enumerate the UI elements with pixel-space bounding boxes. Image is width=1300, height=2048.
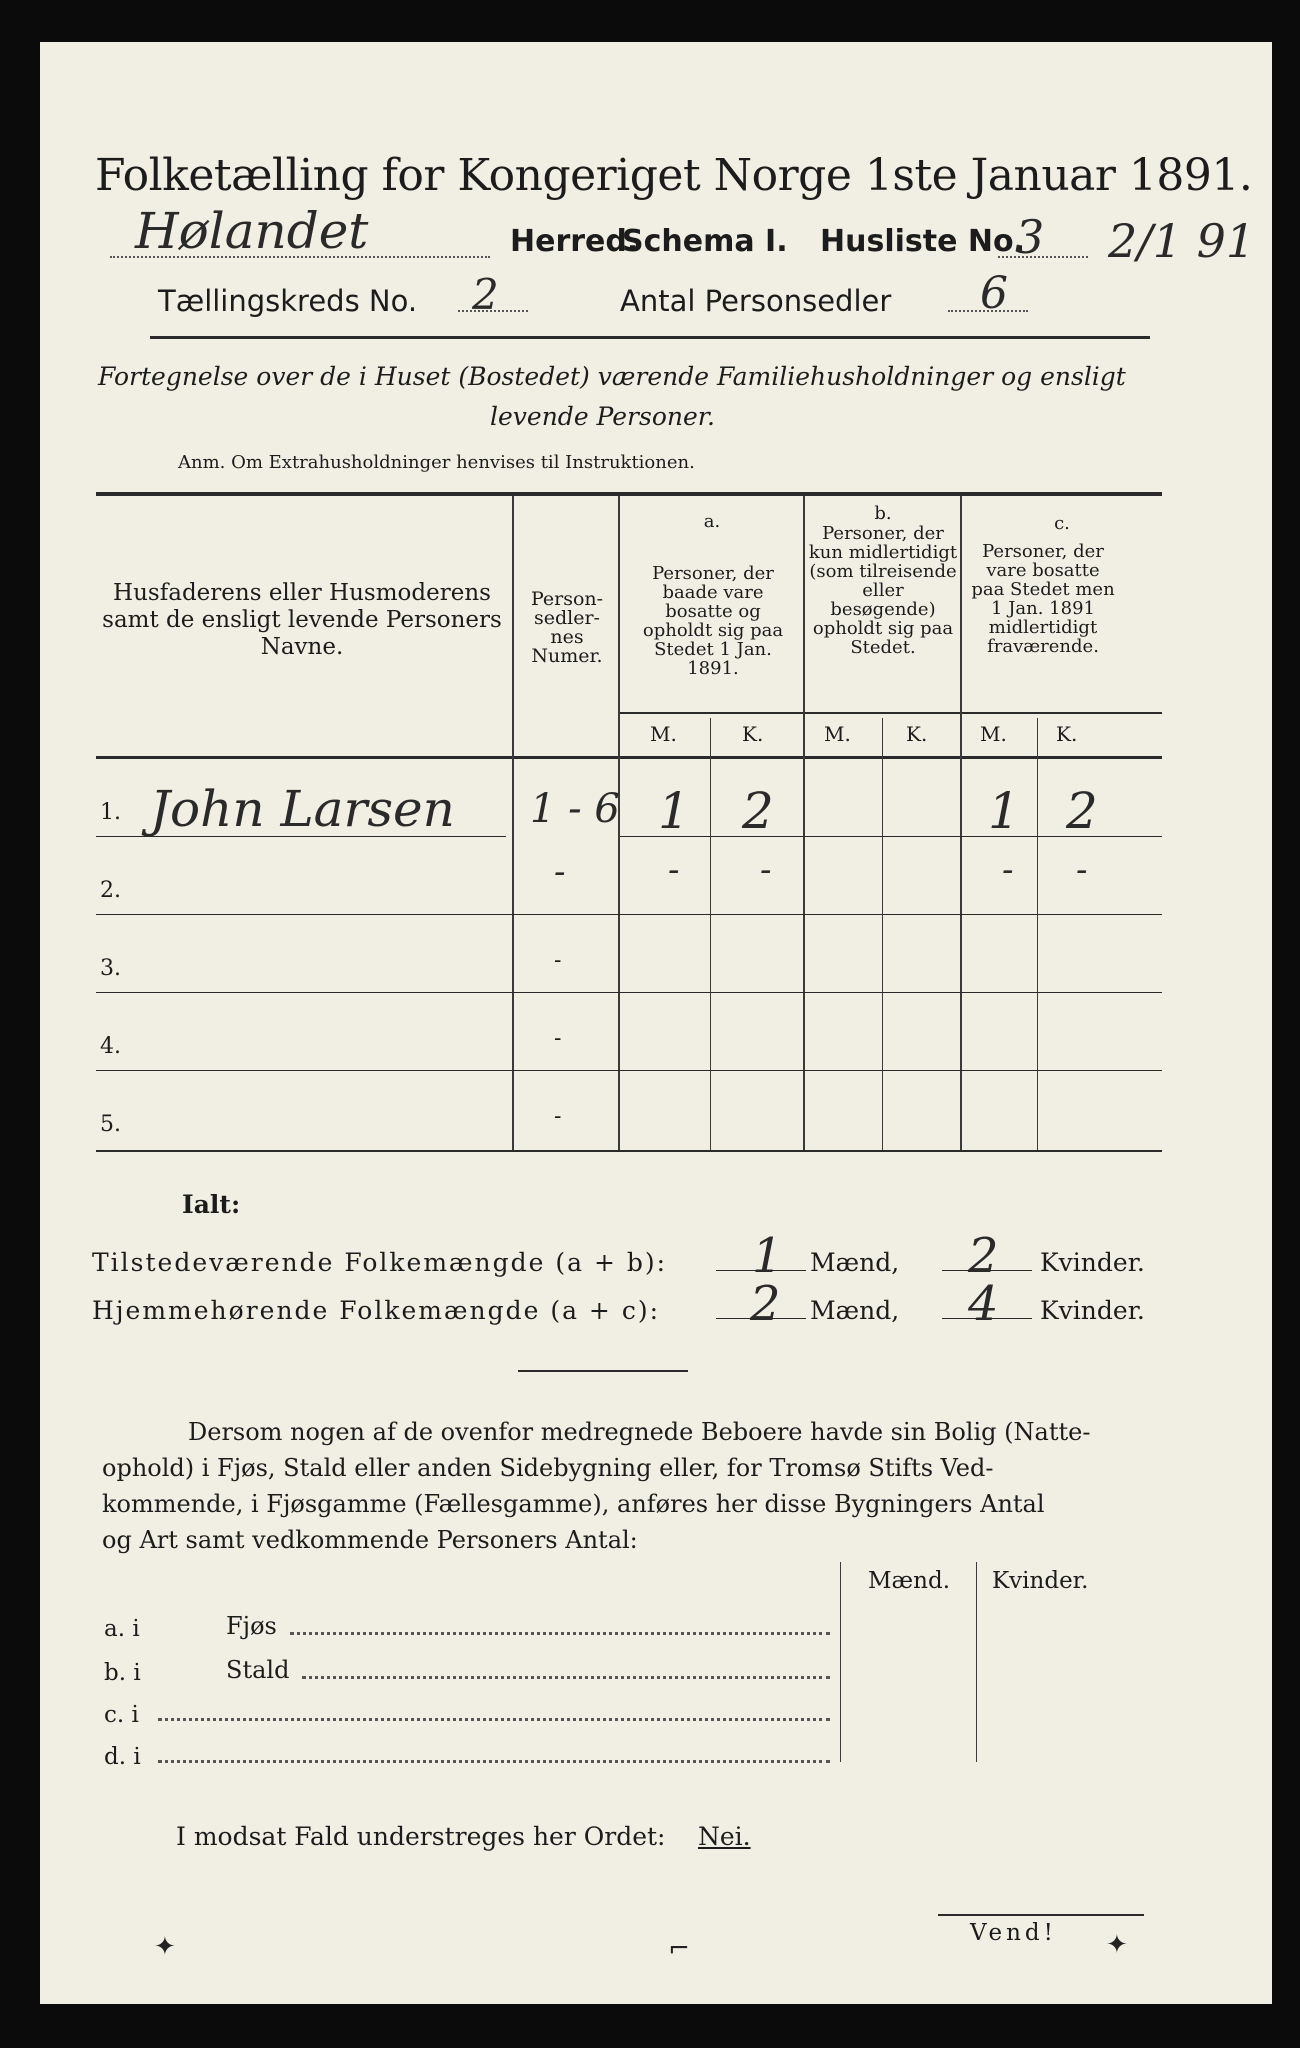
- vend-rule: [938, 1914, 1144, 1916]
- col-divider-3: [803, 496, 805, 1150]
- col-header-num: Person-sedler-nes Numer.: [530, 588, 604, 667]
- para-line-3: kommende, i Fjøsgamme (Fællesgamme), anføres her disse Bygningers Antal: [102, 1490, 1045, 1518]
- row-rule-2: [96, 914, 1162, 915]
- a-m-header: M.: [650, 722, 677, 746]
- col-b-text: Personer, der kun midlertidigt (som tilreisende eller besøgende) opholdt sig paa Stedet.: [808, 523, 958, 658]
- hjemme-maend-value: 2: [750, 1276, 781, 1332]
- mk-rule-top: [620, 712, 1162, 714]
- schema-label: Schema I.: [622, 224, 788, 259]
- intro-line-1: Fortegnelse over de i Huset (Bostedet) værende Familiehusholdninger og ensligt: [98, 362, 1126, 391]
- table-row-1-no: 1.: [100, 800, 121, 825]
- table-bottom-rule: [96, 1150, 1162, 1152]
- b-m-header: M.: [824, 722, 851, 746]
- herred-value: Hølandet: [135, 202, 369, 260]
- margin-mark-center-icon: ⌐: [668, 1934, 690, 1964]
- table-row-2-no: 2.: [100, 878, 121, 903]
- buildings-kvinder-header: Kvinder.: [992, 1568, 1089, 1594]
- census-form-page: [40, 42, 1272, 2004]
- table-row-5-num: -: [554, 1104, 562, 1129]
- tilstede-maend-word: Mænd,: [810, 1248, 900, 1277]
- table-row-1-am: 1: [658, 782, 690, 840]
- table-row-3-no: 3.: [100, 956, 121, 981]
- row-rule-4: [96, 1070, 1162, 1071]
- nei-word: Nei.: [698, 1822, 751, 1851]
- header-rule: [150, 336, 1150, 339]
- margin-mark-right-icon: ✦: [1106, 1930, 1128, 1960]
- kreds-label: Tællingskreds No.: [158, 284, 418, 318]
- table-row-2-num: -: [554, 852, 566, 892]
- personsedler-label: Antal Personsedler: [620, 284, 892, 318]
- buildings-divider-2: [976, 1562, 977, 1762]
- buildings-maend-header: Mænd.: [868, 1568, 951, 1594]
- b-k-header: K.: [906, 722, 928, 746]
- table-row-4-no: 4.: [100, 1034, 121, 1059]
- col-header-name: Husfaderens eller Husmoderens samt de ensligt levende Personers Navne.: [102, 580, 502, 660]
- building-row-d-letter: d. i: [104, 1744, 141, 1770]
- intro-line-2: levende Personer.: [490, 402, 715, 431]
- tilstede-kvinder-word: Kvinder.: [1040, 1248, 1145, 1277]
- tilstede-label: Tilstedeværende Folkemængde (a + b):: [92, 1248, 668, 1277]
- building-row-c-dots: [158, 1718, 830, 1721]
- col-a-text: Personer, der baade vare bosatte og opholdt sig paa Stedet 1 Jan. 1891.: [642, 563, 784, 679]
- table-row-1-name: John Larsen: [150, 780, 455, 838]
- row-rule-3: [96, 992, 1162, 993]
- husliste-label: Husliste No.: [820, 224, 1025, 259]
- c-m-header: M.: [980, 722, 1007, 746]
- table-row-4-num: -: [554, 1026, 562, 1051]
- margin-mark-left-icon: ✦: [154, 1932, 176, 1962]
- anm-note: Anm. Om Extrahusholdninger henvises til Instruktionen.: [178, 452, 695, 473]
- col-a-letter: a.: [703, 511, 721, 532]
- tilstede-maend-value: 1: [752, 1228, 783, 1284]
- personsedler-value: 6: [980, 268, 1008, 319]
- col-b-letter: b.: [874, 503, 892, 524]
- section-divider: [518, 1370, 688, 1372]
- col-c-text: Personer, der vare bosatte paa Stedet men 1 Jan. 1891 midlertidigt fraværende.: [971, 541, 1115, 657]
- table-row-1-num: 1 - 6: [530, 786, 620, 832]
- building-row-b-name: Stald: [226, 1656, 290, 1684]
- building-row-a-dots: [290, 1632, 830, 1635]
- kreds-value: 2: [472, 270, 499, 319]
- mk-divider-a: [710, 718, 711, 1150]
- building-row-c-letter: c. i: [104, 1702, 139, 1728]
- date-note: 2/1 91: [1108, 214, 1256, 268]
- c-k-header: K.: [1056, 722, 1078, 746]
- modsat-text: I modsat Fald understreges her Ordet:: [176, 1822, 666, 1851]
- para-line-4: og Art samt vedkommende Personers Antal:: [102, 1526, 638, 1554]
- a-k-header: K.: [742, 722, 764, 746]
- hjemme-label: Hjemmehørende Folkemængde (a + c):: [92, 1296, 660, 1325]
- mk-divider-b: [882, 718, 883, 1150]
- table-top-rule: [96, 492, 1162, 496]
- building-row-d-dots: [158, 1760, 830, 1763]
- col-divider-4: [960, 496, 962, 1150]
- table-row-1-ak: 2: [742, 782, 774, 840]
- husliste-value: 3: [1015, 210, 1045, 264]
- form-title: Folketælling for Kongeriget Norge 1ste Januar 1891.: [95, 150, 1253, 201]
- hjemme-kvinder-word: Kvinder.: [1040, 1296, 1145, 1325]
- table-row-2-am: -: [668, 850, 680, 890]
- buildings-divider-1: [840, 1562, 841, 1762]
- col-divider-1: [512, 496, 514, 1150]
- para-line-2: ophold) i Fjøs, Stald eller anden Sidebygning eller, for Tromsø Stifts Ved-: [102, 1454, 994, 1482]
- herred-label: Herred.: [510, 224, 639, 259]
- table-header-rule: [96, 756, 1162, 759]
- hjemme-kvinder-value: 4: [968, 1276, 999, 1332]
- table-row-3-num: -: [554, 948, 562, 973]
- table-row-1-cm: 1: [988, 782, 1020, 840]
- building-row-b-letter: b. i: [104, 1660, 141, 1686]
- tilstede-kvinder-value: 2: [968, 1228, 999, 1284]
- para-line-1: Dersom nogen af de ovenfor medregnede Beboere havde sin Bolig (Natte-: [188, 1418, 1091, 1446]
- ialt-label: Ialt:: [182, 1190, 241, 1219]
- mk-divider-c: [1037, 718, 1038, 1150]
- building-row-b-dots: [302, 1676, 830, 1679]
- vend-text: Vend!: [970, 1920, 1057, 1946]
- hjemme-maend-word: Mænd,: [810, 1296, 900, 1325]
- table-row-1-ck: 2: [1066, 782, 1098, 840]
- table-row-5-no: 5.: [100, 1112, 121, 1137]
- table-row-2-ck: -: [1076, 850, 1088, 890]
- col-c-letter: c.: [1054, 513, 1070, 534]
- building-row-a-letter: a. i: [104, 1616, 140, 1642]
- table-row-2-cm: -: [1002, 850, 1014, 890]
- building-row-a-name: Fjøs: [226, 1612, 277, 1640]
- table-row-2-ak: -: [760, 850, 772, 890]
